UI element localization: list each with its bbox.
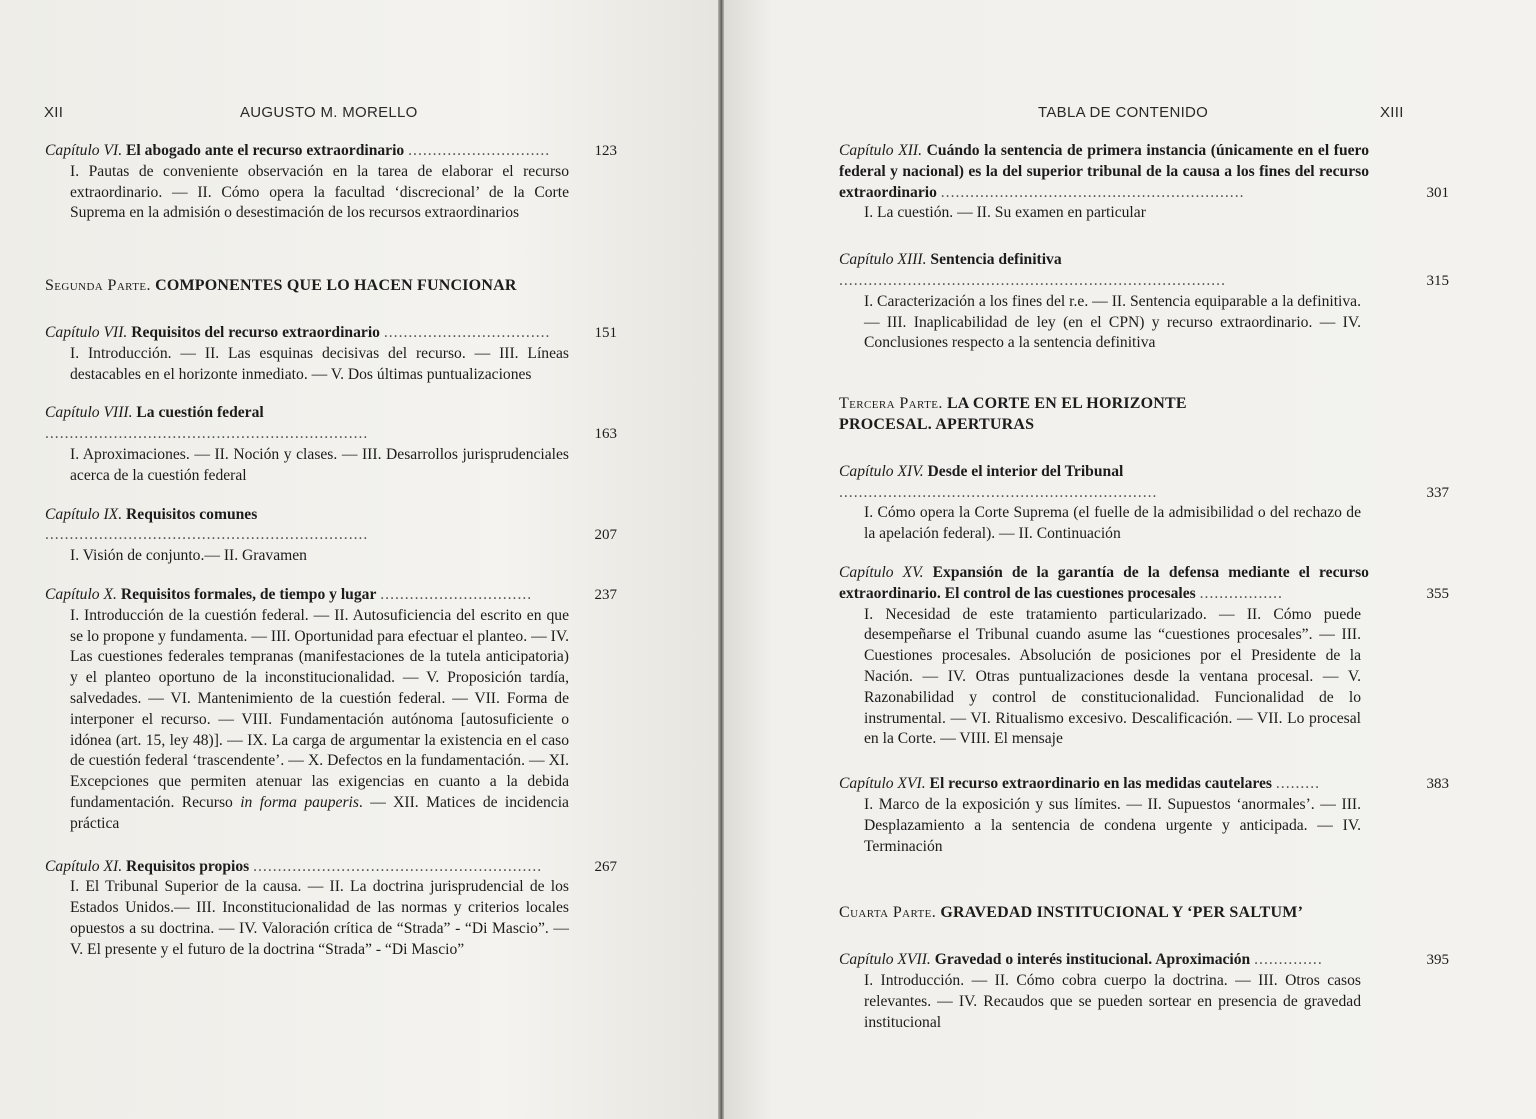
toc-entry-cap6 bbox=[45, 141, 617, 224]
chapter-title: La cuestión federal bbox=[136, 404, 264, 422]
chapter-sections: I. Necesidad de este tratamiento particularizado. — II. Cómo puede desempeñarse el Tribunal cuando asume las “cuestiones procesales”. — III. Cuestiones procesales. Absolución de posiciones por el Presidente de la Nación. — IV. Otras puntualizaciones desde la ventana procesal. — V. Razonabilidad y control de constitucionalidad. Funcionalidad de lo instrumental. — VI. Ritualismo excesivo. Descalificación. — VII. Lo procesal en la Corte. — VIII. El mensaje bbox=[864, 605, 1361, 748]
leader-dots: .................................................................. bbox=[45, 526, 369, 544]
leader-dots: ............................. bbox=[408, 142, 551, 159]
toc-entry-cap11 bbox=[45, 857, 617, 961]
part-label: Segunda Parte. bbox=[45, 277, 151, 295]
page-ref: 301 bbox=[1426, 184, 1449, 201]
part-heading-4 bbox=[839, 903, 1409, 924]
part-title: LA CORTE EN EL HORIZONTE PROCESAL. APERTURAS bbox=[839, 395, 1187, 433]
page-ref: 355 bbox=[1426, 585, 1449, 602]
page-ref: 237 bbox=[594, 586, 617, 603]
table-of-contents-left bbox=[45, 141, 617, 979]
toc-entry-cap8 bbox=[45, 403, 617, 486]
chapter-label: Capítulo XI. bbox=[45, 857, 123, 875]
table-of-contents-right bbox=[839, 141, 1449, 1051]
chapter-label: Capítulo XVI. bbox=[839, 775, 926, 793]
part-label: Tercera Parte. bbox=[839, 395, 943, 413]
leader-dots: ................................................................. bbox=[839, 483, 1158, 501]
toc-entry-cap17 bbox=[839, 950, 1449, 1033]
chapter-sections: I. El Tribunal Superior de la causa. — II. La doctrina jurisprudencial de los Estados Unidos.— III. Inconstitucionalidad de las normas y criterios locales opuestos a su doctrina. — IV. Valoración crítica de “Strada” - “Di Mascio”. — V. El presente y el futuro de la doctrina “Strada” - “Di Mascio” bbox=[70, 878, 569, 958]
chapter-label: Capítulo VIII. bbox=[45, 404, 133, 422]
toc-entry-cap10 bbox=[45, 585, 617, 835]
chapter-label: Capítulo XV. bbox=[839, 563, 924, 581]
chapter-sections: I. Cómo opera la Corte Suprema (el fuelle de la admisibilidad o del rechazo de la apelación federal). — II. Continuación bbox=[864, 504, 1361, 543]
toc-entry-cap7 bbox=[45, 323, 617, 385]
chapter-sections: I. Pautas de conveniente observación en la tarea de elaborar el recurso extraordinario. — II. Cómo opera la facultad ‘discrecional’ de la Corte Suprema en la admisión o desestimación de los recursos extraordinarios bbox=[70, 162, 569, 222]
leader-dots: ........................................................... bbox=[253, 857, 543, 875]
chapter-title: Requisitos formales, de tiempo y lugar bbox=[120, 585, 377, 603]
chapter-label: Capítulo VII. bbox=[45, 323, 128, 341]
leader-dots: .............. bbox=[1254, 951, 1323, 969]
page-ref: 395 bbox=[1426, 952, 1449, 969]
chapter-title: El abogado ante el recurso extraordinario bbox=[126, 142, 405, 159]
sections-text-end: . — XII. Matices de incidencia práctica bbox=[70, 793, 569, 832]
page-ref: 267 bbox=[594, 858, 617, 875]
chapter-title: Gravedad o interés institucional. Aproximación bbox=[934, 951, 1251, 969]
chapter-title: Requisitos propios bbox=[126, 857, 250, 875]
chapter-label: Capítulo XIV. bbox=[839, 462, 924, 480]
running-title: AUGUSTO M. MORELLO bbox=[240, 104, 418, 121]
leader-dots: ............................... bbox=[380, 585, 533, 603]
chapter-title: Cuándo la sentencia de primera instancia (únicamente en el fuero federal y nacional) es la del superior tribunal de la causa a los fines del recurso extraordinario bbox=[839, 142, 1369, 201]
page-ref: 123 bbox=[594, 143, 617, 159]
sections-text: I. Introducción de la cuestión federal. — II. Autosuficiencia del escrito en que se lo propone y fundamenta. — III. Oportunidad para efectuar el planteo. — IV. Las cuestiones federales tempranas (manifestaciones de la tutela anticipatoria) y el planteo oportuno de la inconstitucionalidad. — V. Proposición tardía, salvedades. — VI. Mantenimiento de la cuestión federal. — VII. Forma de interponer el recurso. — VIII. Fundamentación autónoma [autosuficiente o idónea (art. 15, ley 48)]. — IX. La carga de argumentar la existencia en el caso de cuestión federal ‘trascendente’. — X. Defectos en la fundamentación. — XI. Excepciones que permiten atenuar las exigencias en cuanto a la debida fundamentación. Recurso bbox=[70, 606, 569, 811]
sections-italic: in forma pauperis bbox=[240, 793, 359, 811]
chapter-sections: I. Marco de la exposición y sus límites. — II. Supuestos ‘anormales’. — III. Desplazamiento a la sentencia de condena urgente y anticipada. — IV. Terminación bbox=[864, 795, 1361, 855]
chapter-title: El recurso extraordinario en las medidas cautelares bbox=[929, 775, 1272, 793]
leader-dots: .................................................................. bbox=[45, 425, 369, 443]
toc-entry-cap15 bbox=[839, 563, 1449, 750]
toc-entry-cap9 bbox=[45, 505, 617, 567]
chapter-label: Capítulo XVII. bbox=[839, 951, 931, 969]
leader-dots: .................................. bbox=[383, 323, 551, 341]
page-ref: 383 bbox=[1426, 776, 1449, 793]
chapter-label: Capítulo X. bbox=[45, 585, 117, 603]
part-title: GRAVEDAD INSTITUCIONAL Y ‘PER SALTUM’ bbox=[940, 904, 1304, 922]
part-heading-2 bbox=[45, 276, 617, 297]
chapter-sections: I. Caracterización a los fines del r.e. — II. Sentencia equiparable a la definitiva. — III. Inaplicabilidad de ley (en el CPN) y recurso extraordinario. — IV. Conclusiones respecto a la sentencia definitiva bbox=[864, 292, 1361, 352]
leader-dots: ............................................................................... bbox=[839, 271, 1226, 289]
chapter-label: Capítulo XII. bbox=[839, 142, 923, 159]
toc-entry-cap12 bbox=[839, 141, 1449, 224]
page-ref: 151 bbox=[594, 324, 617, 341]
leader-dots: ......... bbox=[1275, 775, 1320, 793]
toc-entry-cap13 bbox=[839, 250, 1449, 354]
chapter-sections bbox=[45, 606, 617, 835]
chapter-label: Capítulo VI. bbox=[45, 142, 123, 159]
running-title: TABLA DE CONTENIDO bbox=[1038, 104, 1209, 121]
chapter-sections: I. Introducción. — II. Cómo cobra cuerpo la doctrina. — III. Otros casos relevantes. — IV. Recaudos que se pueden sortear en presencia de gravedad institucional bbox=[864, 971, 1361, 1031]
left-page bbox=[0, 0, 720, 1119]
chapter-sections: I. La cuestión. — II. Su examen en particular bbox=[864, 204, 1146, 222]
toc-entry-cap16 bbox=[839, 774, 1449, 857]
leader-dots: .............................................................. bbox=[940, 183, 1245, 201]
leader-dots: ................. bbox=[1199, 584, 1283, 602]
chapter-title: Sentencia definitiva bbox=[930, 251, 1062, 269]
chapter-title: Desde el interior del Tribunal bbox=[927, 462, 1124, 480]
page-ref: 315 bbox=[1426, 272, 1449, 289]
part-heading-3 bbox=[839, 394, 1409, 436]
right-page bbox=[724, 0, 1536, 1119]
chapter-title: Expansión de la garantía de la defensa mediante el recurso extraordinario. El control de las cuestiones procesales bbox=[839, 563, 1369, 602]
chapter-label: Capítulo IX. bbox=[45, 505, 123, 523]
page-ref: 337 bbox=[1426, 484, 1449, 501]
part-label: Cuarta Parte. bbox=[839, 904, 937, 922]
page-ref: 207 bbox=[594, 527, 617, 544]
toc-entry-cap14 bbox=[839, 462, 1449, 545]
page-ref: 163 bbox=[594, 426, 617, 443]
page-number: XII bbox=[44, 104, 64, 121]
chapter-sections: I. Aproximaciones. — II. Noción y clases. — III. Desarrollos jurisprudenciales acerca de la cuestión federal bbox=[70, 445, 569, 484]
chapter-title: Requisitos comunes bbox=[126, 505, 258, 523]
chapter-sections: I. Introducción. — II. Las esquinas decisivas del recurso. — III. Líneas destacables en el horizonte inmediato. — V. Dos últimas puntualizaciones bbox=[70, 344, 569, 383]
chapter-label: Capítulo XIII. bbox=[839, 251, 927, 269]
chapter-title: Requisitos del recurso extraordinario bbox=[131, 323, 380, 341]
part-title: COMPONENTES QUE LO HACEN FUNCIONAR bbox=[155, 277, 517, 295]
chapter-sections: I. Visión de conjunto.— II. Gravamen bbox=[70, 547, 307, 565]
page-number: XIII bbox=[1380, 104, 1404, 121]
